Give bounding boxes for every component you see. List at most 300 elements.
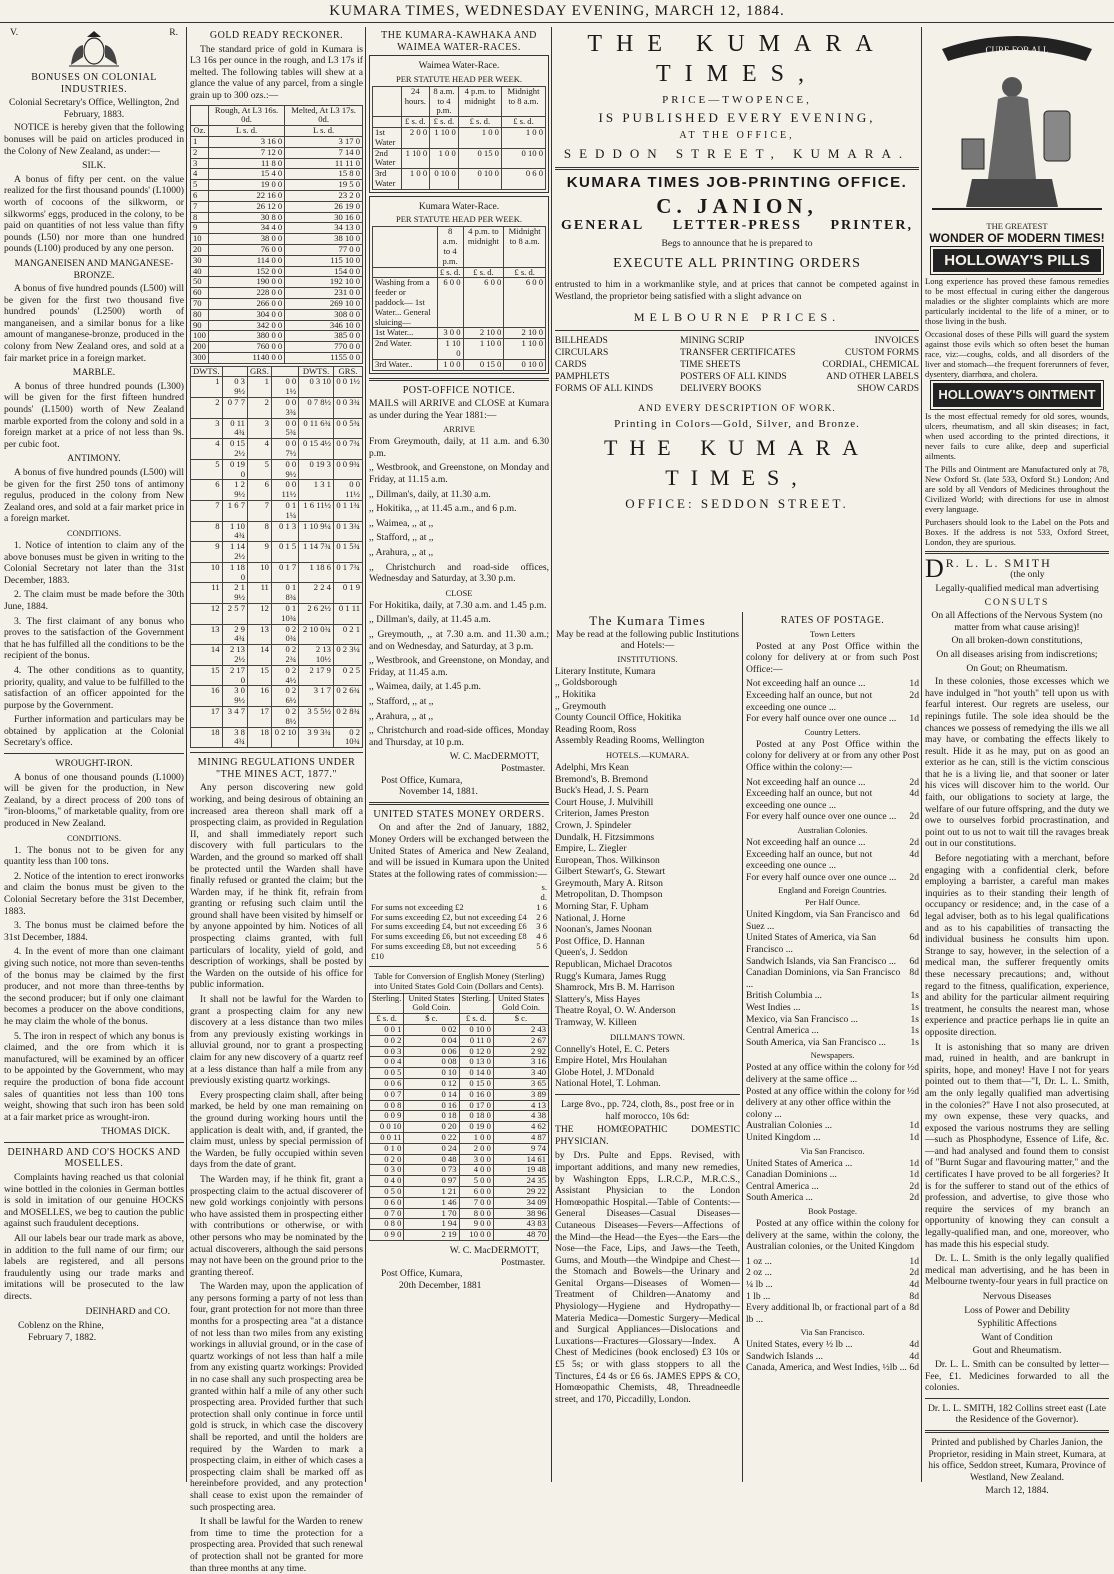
- table-cell: 4 62: [493, 1122, 548, 1133]
- condition-4: 4. The other conditions as to quantity, priority, quality, and value to be fulfilled to the satisfaction of an officer appointed for the purpose by the Government.: [4, 664, 184, 711]
- rate-label: Exceeding half an ounce, but not exceeding one ounce ...: [746, 848, 873, 872]
- table-cell: 6 0 0: [463, 278, 504, 328]
- table-row: [191, 342, 363, 353]
- column-bonuses: [4, 27, 184, 1482]
- table-cell: 4 6: [536, 931, 547, 942]
- table-cell: 0 2 2¾: [271, 645, 298, 666]
- table-cell: 4 38: [493, 1111, 548, 1122]
- smith-text-4: Dr. L. L. Smith is the only legally qualified medical man advertising, and he has been in Melbourne twenty-four years in full practice on: [925, 1253, 1109, 1288]
- imprint-date: March 12, 1884.: [985, 1485, 1049, 1497]
- rate-label: United Kingdom, via San Francisco and Suez ...: [746, 909, 901, 932]
- rate-row: [746, 990, 919, 1002]
- rate-value: 8d: [909, 1290, 919, 1302]
- list-item: Metropolitan, D. Thompson: [555, 889, 663, 901]
- rate-label: United States of America ...: [746, 1157, 853, 1169]
- rate-row: [746, 849, 919, 872]
- table-cell: 11: [191, 583, 223, 604]
- wonder-line: WONDER OF MODERN TIMES!: [929, 231, 1105, 245]
- table-cell: 6: [191, 480, 223, 501]
- table-header: £ s. d.: [458, 117, 501, 128]
- list-item: ,, Christchurch and road-side offices, Monday and Thursday, at 10 p.m.: [369, 725, 549, 748]
- table-cell: 15: [191, 665, 223, 686]
- table-header: [271, 366, 298, 377]
- rate-label: Australian Colonies ...: [746, 1120, 833, 1132]
- table-cell: 1 10 0: [401, 148, 430, 169]
- rate-row: [746, 1025, 919, 1037]
- table-cell: 0 10 0: [458, 169, 501, 190]
- table-cell: 0 10 0: [430, 169, 459, 190]
- rate-value: 2d: [909, 1267, 919, 1279]
- iron-conditions-heading: CONDITIONS.: [66, 832, 122, 843]
- column-gold-reckoner: [190, 27, 363, 1574]
- table-cell: 308 0 0: [285, 309, 363, 320]
- dateline: Colonial Secretary's Office, Wellington, 2nd February, 1883.: [8, 97, 180, 120]
- country-rates: [746, 777, 919, 823]
- table-cell: 26 12 0: [208, 201, 284, 212]
- table-cell: 34 4 0: [208, 223, 284, 234]
- table-header: L s. d.: [285, 126, 363, 137]
- arrive-list: [369, 436, 549, 585]
- table-header: GRS.: [333, 366, 362, 377]
- table-cell: 0 2 10¾: [333, 727, 362, 748]
- table-row: [370, 1111, 549, 1122]
- table-cell: 1 0 0: [430, 148, 459, 169]
- england-heading: England and Foreign Countries.: [778, 885, 887, 896]
- table-header: £ s. d.: [463, 267, 504, 278]
- divider: [190, 752, 363, 753]
- table-cell: 2: [191, 398, 223, 419]
- table-cell: 18: [247, 727, 271, 748]
- table-cell: 3: [247, 418, 271, 439]
- table-header: Oz.: [191, 126, 209, 137]
- table-row: [191, 727, 363, 748]
- rate-value: 1d: [909, 678, 919, 690]
- table-cell: 0 6 0: [501, 169, 545, 190]
- table-cell: 2 92: [493, 1046, 548, 1057]
- table-cell: 1 0 0: [458, 127, 501, 148]
- rate-row: [746, 811, 919, 823]
- hocks-signature: DEINHARD and CO.: [85, 1305, 170, 1317]
- table-row: [191, 706, 363, 727]
- table-row: [370, 1187, 549, 1198]
- rate-value: 1d: [909, 1255, 919, 1267]
- table-cell: 4 0 0: [459, 1165, 493, 1176]
- table-cell: 0 11 0: [459, 1035, 493, 1046]
- town-letters-heading: Town Letters: [810, 628, 855, 639]
- table-row: [191, 169, 363, 180]
- ointment-text: Is the most effectual remedy for old sores, wounds, ulcers, rheumatism, and all skin diseases; in fact, when used according to the printed directions, it never fails to cure alike, deep and superficial ailments.: [925, 410, 1109, 461]
- rate-label: 1 lb ...: [746, 1290, 771, 1302]
- table-header: $ c.: [493, 1014, 548, 1025]
- table-cell: 9 0 0: [459, 1219, 493, 1230]
- greatest-line: THE GREATEST: [986, 221, 1048, 231]
- table-cell: 30: [191, 255, 209, 266]
- list-item: Gout and Rheumatism.: [972, 1345, 1062, 1357]
- rate-label: Posted at any office within the colony for delivery at any other office within the colony ...: [746, 1085, 905, 1120]
- per-half-ounce: Per Half Ounce.: [805, 897, 860, 908]
- table-cell: 40: [191, 266, 209, 277]
- table-cell: 0 0 9¾: [333, 459, 362, 480]
- table-cell: 2 67: [493, 1035, 548, 1046]
- table-cell: 38 10 0: [285, 234, 363, 245]
- list-item: Shamrock, Mrs B. M. Harrison: [555, 982, 675, 994]
- table-cell: 76 0 0: [208, 244, 284, 255]
- wrought-iron-heading: WROUGHT-IRON.: [55, 758, 133, 770]
- australian-heading: Australian Colonies.: [797, 824, 868, 835]
- table-cell: 0 18: [404, 1111, 459, 1122]
- rate-label: For every half ounce over one ounce ...: [746, 871, 897, 883]
- table-cell: 11 8 0: [208, 158, 284, 169]
- mining-text-1: Any person discovering new gold working, and being desirous of obtaining an increased area thereon shall mark off a prospecting claim, as provided in Regulation II, and shall immediately report such discovery with full particulars to the Warden, and the ground so marked off shall be protected until the Warden shall have finally refused or granted the claim; but the Warden may, if he think fit, refrain from granting or refusing such claim until the ground shall have been visited by himself or by anyone appointed by him. Notices of all prospecting claims granted, with full particulars of locality, yield of gold, and description of workings, shall be posted by the Warden on the outside of his office for public information.: [190, 782, 363, 991]
- table-cell: 4: [247, 439, 271, 460]
- table-cell: 0 0 2: [370, 1035, 404, 1046]
- rate-label: Canada, America, and West Indies, ½lb ...: [746, 1362, 907, 1374]
- list-item: Empire, L. Ziegler: [555, 843, 627, 855]
- country-letters-intro: Posted at any Post Office within the colony for delivery at or from any other Post Office within the colony:—: [746, 738, 919, 773]
- list-item: Globe Hotel, J. M'Donald: [555, 1066, 654, 1078]
- table-cell: 0 2 5: [333, 665, 362, 686]
- table-row: [191, 501, 363, 522]
- table-header: $ c.: [404, 1014, 459, 1025]
- published-line: IS PUBLISHED EVERY EVENING,: [598, 110, 876, 125]
- table-cell: 29 22: [493, 1187, 548, 1198]
- every-description: AND EVERY DESCRIPTION OF WORK.: [638, 403, 836, 415]
- table-cell: 8: [191, 212, 209, 223]
- list-item: Court House, J. Mulvihill: [555, 796, 654, 808]
- table-row: [191, 418, 363, 439]
- table-cell: 4 13: [493, 1100, 548, 1111]
- institutions-heading: INSTITUTIONS.: [617, 653, 678, 664]
- antimony-heading: ANTIMONY.: [67, 453, 121, 465]
- table-row: [373, 339, 546, 360]
- table-cell: 3 16: [493, 1057, 548, 1068]
- table-cell: 266 0 0: [208, 298, 284, 309]
- newspaper-rates: [746, 1062, 919, 1143]
- list-item: ,, Waimea, ,, at ,,: [369, 517, 434, 529]
- table-row: [373, 359, 546, 370]
- table-cell: 0 9 0: [370, 1230, 404, 1241]
- table-cell: 385 0 0: [285, 331, 363, 342]
- royal-crest-icon: [59, 27, 129, 69]
- rate-row: [746, 1256, 919, 1268]
- list-item: CIRCULARS: [555, 348, 609, 359]
- paper-title: THE KUMARA TIMES,: [587, 31, 887, 87]
- table-cell: 3rd Water..: [373, 359, 438, 370]
- table-row: [191, 244, 363, 255]
- crest-row: [4, 27, 184, 69]
- paper-title-repeat: THE KUMARA TIMES,: [603, 434, 871, 490]
- column-holloway-smith: [925, 27, 1109, 1497]
- smith-legal: Legally-qualified medical man advertising: [935, 582, 1099, 594]
- rate-row: [746, 713, 919, 725]
- table-cell: 0 02: [404, 1025, 459, 1036]
- rate-row: [746, 967, 919, 990]
- table-cell: 1 70: [404, 1208, 459, 1219]
- wrought-iron-text: A bonus of one thousand pounds (L1000) will be given for the production, in New Zealand, by a direct process of 200 tons of "iron-blooms," of marketable quality, from ore produced in New Zealand.: [4, 771, 184, 830]
- table-cell: 13: [247, 624, 271, 645]
- rate-row: [746, 788, 919, 811]
- list-item: Tramway, W. Killeen: [555, 1017, 637, 1028]
- rate-row: [746, 1291, 919, 1303]
- table-cell: 114 0 0: [208, 255, 284, 266]
- table-cell: 0 1 5¾: [333, 542, 362, 563]
- mining-text-5: The Warden may, upon the application of any persons forming a party of not less than four, grant protection for not more than three months for a prospecting area "at a distance of not less than two miles from any existing workings in alluvial ground, or in the case of quartz workings of not less than half a mile from any existing quartz workings: Provided in no case shall any such prospecting area be granted within half a mile of any other such prospecting area. Provided further that such protection shall only continue in force until gold is struck, in which case the discovery shall be reported, and until the holders are required by the Warden to mark a prospecting claim, in either of which cases a prospecting claim shall be marked off as hereinbefore provided, and any protection shall cease to exist upon the remainder of such prospecting area.: [190, 1281, 363, 1513]
- entrusted-text: entrusted to him in a workmanlike style, and at prices that cannot be competed against in Westland, the proprietor being satisfied with a slight advance on: [555, 279, 919, 302]
- table-cell: 9: [191, 542, 223, 563]
- list-item: AND OTHER LABELS: [826, 372, 919, 383]
- table-cell: 3 9 3¾: [299, 727, 334, 748]
- table-cell: For sums exceeding £2, but not exceeding £4: [371, 911, 527, 922]
- table-cell: 0 0 5¾: [271, 418, 298, 439]
- table-row: [191, 624, 363, 645]
- table-cell: 228 0 0: [208, 288, 284, 299]
- table-cell: 2 1 9½: [222, 583, 247, 604]
- list-item: Loss of Power and Debility: [964, 1304, 1070, 1316]
- table-cell: 0 13 0: [459, 1057, 493, 1068]
- table-row: [370, 1089, 549, 1100]
- rate-row: [746, 777, 919, 789]
- hotels-list: [555, 762, 740, 1029]
- column-rule: [921, 27, 922, 1482]
- post-office-heading: POST-OFFICE NOTICE.: [402, 384, 516, 396]
- rate-value: 1s: [910, 1013, 919, 1025]
- list-item: On all broken-down constitutions,: [951, 635, 1083, 647]
- rate-row: [746, 872, 919, 884]
- table-row: [373, 278, 546, 328]
- rate-label: Every additional lb, or fractional part of a lb ...: [746, 1302, 906, 1325]
- divider: [925, 1398, 1109, 1399]
- table-header: [191, 105, 209, 126]
- table-cell: 3 16 0: [208, 136, 284, 147]
- rate-row: [746, 1062, 919, 1085]
- table-cell: For sums exceeding £4, but not exceeding £6: [371, 921, 527, 932]
- table-cell: 6: [247, 480, 271, 501]
- hocks-place: Coblenz on the Rhine,: [18, 1320, 104, 1332]
- rate-label: Exceeding half an ounce, but not exceeding one ounce ...: [746, 788, 873, 811]
- table-cell: 0 4 0: [370, 1176, 404, 1187]
- list-item: ,, Westbrook, and Greenstone, on Monday and Friday, at 11.15 a.m.: [369, 462, 549, 486]
- list-item: ,, Stafford, ,, at ,,: [369, 695, 434, 707]
- letterpress-word: LETTER-PRESS: [672, 218, 802, 233]
- reckoner-intro: The standard price of gold in Kumara is L3 16s per ounce in the rough, and L3 17s if melted. The following tables will shew at a glance the value of any parcel, from a single grain up to 300 ozs.:—: [190, 43, 363, 101]
- crest-left-letter: V.: [10, 27, 19, 38]
- rate-row: [746, 678, 919, 690]
- rate-label: South America ...: [746, 1192, 813, 1204]
- divider: [925, 1430, 1109, 1433]
- table-cell: 3 89: [493, 1089, 548, 1100]
- table-cell: 34 09: [493, 1197, 548, 1208]
- table-cell: 2 0 0: [401, 127, 430, 148]
- list-item: CARDS: [555, 360, 587, 371]
- table-cell: 1 14 2½: [222, 542, 247, 563]
- table-row: [370, 1122, 549, 1133]
- table-cell: 7 0 0: [459, 1197, 493, 1208]
- table-cell: 2nd Water.: [373, 339, 438, 360]
- table-header: [373, 117, 402, 128]
- table-cell: 19 0 0: [208, 180, 284, 191]
- table-cell: 0 0 11: [370, 1133, 404, 1144]
- table-cell: 1 0 0: [459, 1133, 493, 1144]
- table-row: [191, 234, 363, 245]
- mining-text-3: Every prospecting claim shall, after being marked, be held by one man remaining on the ground during working hours until the application is dealt with, and, if granted, the claim must, unless by special permission of the Warden, be fully occupied within seven days from the date of grant.: [190, 1089, 363, 1171]
- via-sf-rates-2: [746, 1339, 919, 1374]
- rate-label: Exceeding half an ounce, but not exceeding one ounce ...: [746, 689, 873, 713]
- table-row: [370, 1197, 549, 1208]
- condition-3: 3. The first claimant of any bonus who proves to the satisfaction of the Government that he has fulfilled all the conditions to be the recipient of the bonus.: [4, 615, 184, 662]
- table-row: [191, 521, 363, 542]
- drop-cap: D: [925, 553, 944, 583]
- table-cell: 1140 0 0: [208, 352, 284, 363]
- rate-value: 4d: [909, 1350, 919, 1362]
- list-item: ,, Waimea, daily, at 1.45 p.m.: [369, 681, 481, 693]
- table-cell: 154 0 0: [285, 266, 363, 277]
- table-header: Midnight to 8 a.m.: [504, 227, 546, 267]
- table-cell: 0 0 1½: [271, 377, 298, 398]
- condition-2: 2. The claim must be made before the 30th June, 1884.: [4, 589, 184, 612]
- table-cell: 0 97: [404, 1176, 459, 1187]
- table-cell: 2nd Water: [373, 148, 402, 169]
- column-rule: [365, 27, 366, 1482]
- table-cell: 192 10 0: [285, 277, 363, 288]
- table-row: [191, 645, 363, 666]
- table-header: £ s. d.: [504, 267, 546, 278]
- rate-value: 1d: [909, 1120, 919, 1132]
- table-cell: 0 2 8½: [271, 706, 298, 727]
- table-cell: 0 15 0: [463, 359, 504, 370]
- table-cell: 19 48: [493, 1165, 548, 1176]
- table-cell: 1: [191, 136, 209, 147]
- rate-label: Posted at any office within the colony for delivery at the same office ...: [746, 1062, 905, 1085]
- table-row: [370, 1035, 549, 1046]
- rate-row: [746, 1267, 919, 1279]
- table-cell: 8: [191, 521, 223, 542]
- table-cell: 80: [191, 309, 209, 320]
- table-cell: 3: [191, 418, 223, 439]
- rate-value: 2d: [909, 836, 919, 848]
- town-rates: [746, 678, 919, 724]
- table-row: [191, 377, 363, 398]
- table-cell: 0 8 0: [370, 1219, 404, 1230]
- table-cell: 0 0 6: [370, 1079, 404, 1090]
- ounce-table: [190, 105, 363, 364]
- table-cell: 0 7 8½: [299, 398, 334, 419]
- table-cell: 13: [191, 624, 223, 645]
- list-item: Rugg's Kumara, James Rugg: [555, 970, 666, 982]
- via-sf-heading: Via San Francisco.: [800, 1145, 865, 1156]
- rate-row: [746, 1302, 919, 1325]
- begs-line: Begs to announce that he is prepared to: [661, 237, 813, 249]
- book-extra-rate: [746, 1302, 919, 1325]
- table-cell: 0 2 1: [333, 624, 362, 645]
- table-row: [191, 255, 363, 266]
- table-cell: 1 0 0: [437, 359, 463, 370]
- list-item: ,, Christchurch and road-side offices, Wednesday and Saturday, at 3.30 p.m.: [369, 561, 549, 585]
- rate-label: United States, every ½ lb ...: [746, 1339, 853, 1351]
- bonuses-heading: BONUSES ON COLONIAL INDUSTRIES.: [31, 72, 157, 95]
- table-cell: 770 0 0: [285, 342, 363, 353]
- list-item: Empire Hotel, Mrs Houlahan: [555, 1055, 667, 1067]
- table-cell: 0 3 9½: [222, 377, 247, 398]
- rate-label: Not exceeding half an ounce ...: [746, 678, 866, 690]
- smith-text-5: Dr. L. L. Smith can be consulted by letter—Fee, £1. Medicines forwarded to all the colonies.: [925, 1358, 1109, 1394]
- table-cell: 30 8 0: [208, 212, 284, 223]
- list-item: Republican, Michael Dracotos: [555, 959, 672, 971]
- table-cell: 304 0 0: [208, 309, 284, 320]
- rate-row: [746, 1192, 919, 1204]
- table-row: [191, 542, 363, 563]
- table-cell: 22 16 0: [208, 190, 284, 201]
- table-cell: 1 46: [404, 1197, 459, 1208]
- table-cell: 1 18 0: [222, 562, 247, 583]
- table-cell: 0 18 0: [459, 1111, 493, 1122]
- table-row: [370, 1154, 549, 1165]
- list-item: PAMPHLETS: [555, 372, 610, 383]
- table-row: [370, 1068, 549, 1079]
- iron-condition-1: 1. The bonus not to be given for any quantity less than 100 tons.: [4, 844, 184, 868]
- divider: [925, 551, 1109, 554]
- condition-1: 1. Notice of intention to claim any of the above bonuses must be given in writing to the Colonial Secretary not later than the 31st December, 1883.: [4, 539, 184, 586]
- table-cell: 2 9 4¾: [222, 624, 247, 645]
- table-cell: 1 10 0: [504, 339, 546, 360]
- table-row: [191, 201, 363, 212]
- table-row: [370, 1143, 549, 1154]
- table-cell: 0 5 0: [370, 1187, 404, 1198]
- rate-label: United States of America, via San Francisco ...: [746, 932, 877, 956]
- holloways-pills-banner: HOLLOWAY'S PILLS: [933, 249, 1101, 273]
- signature: THOMAS DICK.: [101, 1126, 170, 1138]
- table-cell: 1 10 0: [430, 127, 459, 148]
- table-cell: 0 0 5: [370, 1068, 404, 1079]
- table-row: [191, 223, 363, 234]
- list-item: Reading Room, Ross: [555, 723, 637, 735]
- pills-text: Long experience has proved these famous remedies to be most effectual in curing either the dangerous maladies or the slighter complaints which are more particularly incidental to the life of a miner, or to those living in the bush.: [925, 276, 1109, 327]
- table-row: [191, 266, 363, 277]
- table-cell: 0 0 5¾: [333, 418, 362, 439]
- list-item: Connelly's Hotel, E. C. Peters: [555, 1043, 670, 1055]
- list-item: ,, Arahura, ,, at ,,: [369, 710, 434, 722]
- manganeisen-heading: MANGANEISEN AND MANGANESE-BRONZE.: [14, 257, 174, 281]
- silk-heading: SILK.: [82, 160, 106, 172]
- kumara-times-advertisement: [555, 27, 919, 607]
- table-cell: 1 6 7: [222, 501, 247, 522]
- conversion-postmaster-name: W. C. MacDERMOTT,: [449, 1244, 539, 1256]
- rate-value: 6d: [909, 932, 919, 944]
- cure-for-all-ribbon: CURE FOR ALL: [985, 45, 1049, 55]
- list-item: Literary Institute, Kumara: [555, 665, 656, 677]
- rate-value: 1s: [910, 1025, 919, 1037]
- rate-row: [746, 932, 919, 955]
- smith-specialties: [925, 1291, 1109, 1357]
- table-cell: 100: [191, 331, 209, 342]
- dillmans-list: [555, 1044, 740, 1090]
- table-cell: 0 1 8¾: [271, 583, 298, 604]
- column-reading-places: [555, 612, 740, 1482]
- crest-right-letter: R.: [169, 27, 178, 38]
- waimea-box: [369, 55, 549, 193]
- table-cell: 50: [191, 277, 209, 288]
- hotels-heading: HOTELS.—KUMARA.: [605, 749, 690, 760]
- table-cell: 11: [247, 583, 271, 604]
- table-cell: 2 17 9: [299, 665, 334, 686]
- table-cell: 3 8 4¾: [222, 727, 247, 748]
- column-rule: [551, 27, 552, 1482]
- mining-text-6: It shall be lawful for the Warden to renew from time to time the protection for a prospecting area. Provided that such renewal of protection shall not be granted for more than three months at any time.: [190, 1516, 363, 1574]
- table-cell: 7: [191, 201, 209, 212]
- table-header: £ s. d.: [437, 267, 463, 278]
- table-cell: 1: [247, 377, 271, 398]
- table-cell: 0 1 3: [271, 521, 298, 542]
- australian-rates: [746, 837, 919, 883]
